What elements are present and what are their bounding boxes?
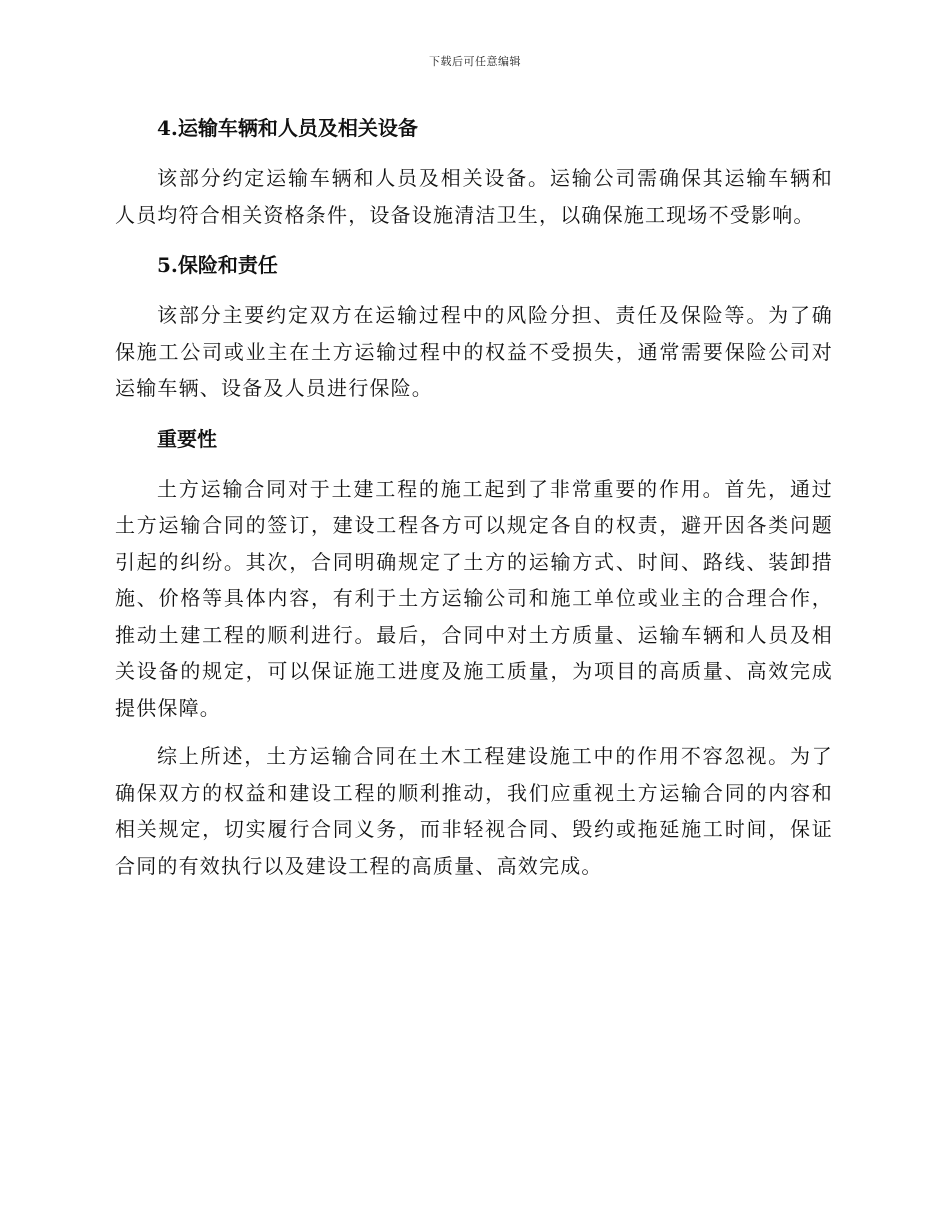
paragraph-conclusion: 综上所述，土方运输合同在土木工程建设施工中的作用不容忽视。为了确保双方的权益和建设工程的顺利推动，我们应重视土方运输合同的内容和相关规定，切实履行合同义务，而非轻视合同、毁约或拖延施工时间，保证合同的有效执行以及建设工程的高质量、高效完成。	[115, 744, 833, 878]
document-body	[115, 108, 833, 884]
paragraph-transport-vehicles: 该部分约定运输车辆和人员及相关设备。运输公司需确保其运输车辆和人员均符合相关资格条件，设备设施清洁卫生，以确保施工现场不受影响。	[115, 166, 833, 227]
section-heading-insurance: 5.保险和责任	[157, 253, 278, 277]
section-heading-importance: 重要性	[157, 426, 217, 451]
header-note: 下载后可任意编辑	[429, 55, 521, 68]
paragraph-insurance: 该部分主要约定双方在运输过程中的风险分担、责任及保险等。为了确保施工公司或业主在土方运输过程中的权益不受损失，通常需要保险公司对运输车辆、设备及人员进行保险。	[115, 303, 833, 400]
paragraph-importance: 土方运输合同对于土建工程的施工起到了非常重要的作用。首先，通过土方运输合同的签订，建设工程各方可以规定各自的权责，避开因各类问题引起的纠纷。其次，合同明确规定了土方的运输方式、时间、路线、装卸措施、价格等具体内容，有利于土方运输公司和施工单位或业主的合理合作，推动土建工程的顺利进行。最后，合同中对土方质量、运输车辆和人员及相关设备的规定，可以保证施工进度及施工质量，为项目的高质量、高效完成提供保障。	[115, 476, 833, 720]
section-heading-transport-vehicles: 4.运输车辆和人员及相关设备	[157, 116, 418, 140]
